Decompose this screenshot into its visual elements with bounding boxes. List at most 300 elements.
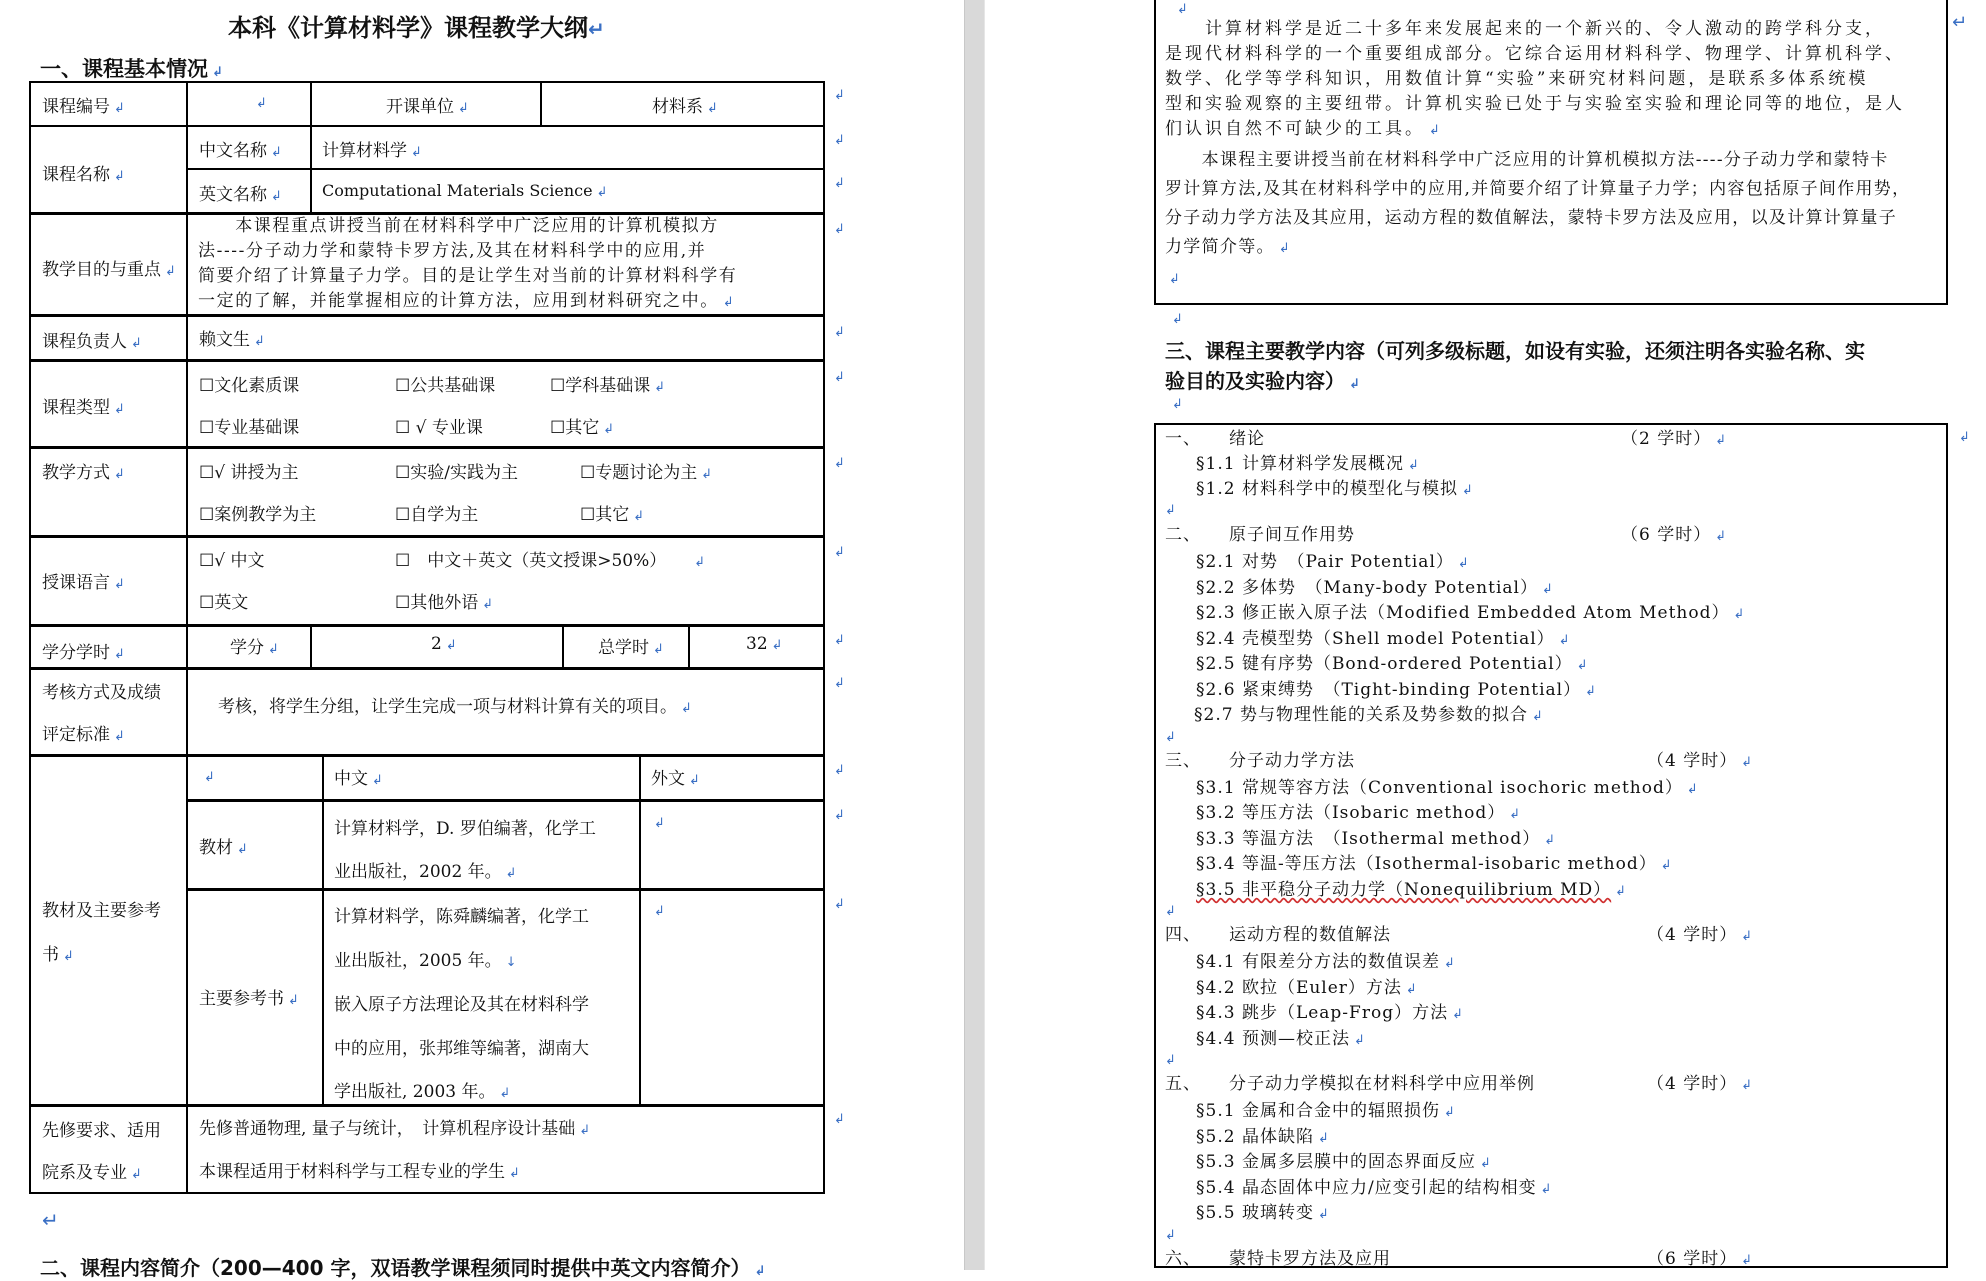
chapter-title: 原子间互作用势 (1229, 525, 1355, 545)
cell-mark-icon: ↲ (256, 96, 267, 111)
section-row[interactable] (1165, 773, 1935, 799)
row-divider (187, 799, 824, 802)
section-text: §3.3 等温方法 （Isothermal method） (1196, 828, 1541, 849)
course-type-label (42, 393, 125, 418)
cell-mark-icon: ↲ (114, 577, 125, 592)
col-divider (310, 81, 312, 126)
references-label (199, 984, 299, 1009)
hours-text: （4 学时） (1647, 1074, 1738, 1094)
section-text: §1.2 材料科学中的模型化与模拟 (1196, 479, 1458, 499)
credit-value[interactable] (431, 634, 457, 654)
label-text: 先修要求、适用 (42, 1121, 161, 1141)
cell-mark-icon: ↲ (165, 264, 176, 279)
chapter-number: 四、 (1165, 925, 1201, 945)
section-row[interactable] (1165, 449, 1935, 474)
references-cn-value[interactable] (334, 896, 589, 1116)
section-text: §5.1 金属和合金中的辐照损伤 (1196, 1101, 1440, 1121)
option-text: ☐文化素质课 (199, 376, 300, 396)
line-break-icon: ↓ (505, 954, 517, 970)
blank-row (1165, 900, 1935, 920)
section-row[interactable] (1165, 624, 1935, 650)
option-text: ☐学科基础课 (550, 376, 651, 396)
cell-mark-icon: ↲ (63, 949, 74, 964)
cell-mark-icon: ↲ (212, 65, 223, 80)
label-text: 外文 (651, 769, 685, 789)
cell-mark-icon: ↲ (237, 842, 248, 857)
course-type-option-public[interactable] (395, 371, 495, 396)
cell-mark-icon: ↲ (114, 101, 125, 116)
purpose-line: 一定的了解，并能掌握相应的计算方法，应用到材料研究之中。 (198, 291, 719, 311)
left-page (0, 0, 964, 1280)
title-text: 本科《计算材料学》课程教学大纲 (228, 14, 588, 42)
blank-row (1165, 726, 1935, 746)
cell-mark-icon: ↲ (411, 145, 422, 160)
cell-mark-icon: ↲ (694, 555, 706, 570)
cell-mark-icon: ↲ (499, 1086, 511, 1101)
section-row[interactable] (1165, 875, 1935, 901)
row-divider (29, 359, 824, 362)
cn-name-label (199, 136, 282, 161)
section3-heading-line: 验目的及实验内容） (1165, 369, 1345, 393)
section-text: §4.2 欧拉（Euler）方法 (1196, 977, 1402, 998)
intro-line: 计算材料学是近二十多年来发展起来的一个新兴的、令人激动的跨学科分支， (1165, 19, 1885, 39)
row-end-mark-icon: ↲ (834, 1112, 845, 1127)
cell-mark-icon: ↲ (1660, 858, 1673, 873)
section-row[interactable] (1165, 675, 1935, 701)
books-label-line1 (42, 896, 161, 921)
row-divider (29, 667, 824, 670)
section-row[interactable] (1165, 573, 1935, 599)
cell-mark-icon: ↲ (131, 336, 142, 351)
blank-row (1165, 1224, 1935, 1244)
intro-line: 是现代材料科学的一个重要组成部分。它综合运用材料科学、物理学、计算机科学、 (1165, 44, 1905, 64)
cell-mark-icon: ↲ (603, 422, 615, 437)
cell-mark-icon: ↲ (1540, 1181, 1553, 1197)
textbook-line: 业出版社，2002 年。 (334, 862, 502, 882)
course-type-option-major-checked[interactable] (395, 413, 483, 438)
section-text: §4.1 有限差分方法的数值误差 (1196, 952, 1440, 972)
language-label (42, 568, 125, 593)
cell-mark-icon: ↲ (722, 295, 736, 310)
label-text: 英文名称 (199, 185, 267, 205)
credit-label (42, 638, 125, 663)
section-text: §2.3 修正嵌入原子法（Modified Embedded Atom Method） (1196, 603, 1730, 623)
chapter-number: 五、 (1165, 1074, 1201, 1094)
col-divider (310, 624, 312, 668)
cell-mark-icon: ↲ (271, 145, 282, 160)
section-text: §2.5 键有序势（Bond-ordered Potential） (1196, 654, 1573, 674)
textbook-foreign-value[interactable] (650, 812, 665, 832)
cell-mark-icon: ↲ (1715, 433, 1728, 448)
cell-mark-icon: ↲ (1169, 272, 1180, 287)
cn-name-value[interactable] (322, 136, 422, 161)
cell-mark-icon: ↲ (1585, 683, 1598, 699)
chapter-hours (1621, 520, 1727, 545)
label-text: 教材及主要参考 (42, 901, 161, 921)
hours-value[interactable] (746, 634, 783, 654)
label-text: 授课语言 (42, 573, 110, 593)
section-row[interactable] (1165, 998, 1935, 1024)
cell-mark-icon: ↲ (681, 701, 692, 716)
course-code-value[interactable] (252, 92, 267, 112)
teaching-mode-option-lab[interactable] (395, 458, 518, 483)
cell-mark-icon: ↲ (1541, 581, 1554, 597)
reference-line: 学出版社, 2003 年。 (334, 1082, 496, 1102)
books-col-cn (334, 764, 383, 789)
textbook-line: 计算材料学，D. 罗伯编著，化学工 (334, 819, 596, 839)
department-value[interactable] (652, 92, 718, 117)
label-text: 学分学时 (42, 643, 110, 663)
purpose-line: 法----分子动力学和蒙特卡罗方法,及其在材料科学中的应用,并 (198, 241, 707, 261)
section-row[interactable] (1165, 1147, 1935, 1173)
label-text: 中文 (334, 769, 368, 789)
cell-mark-icon: ↲ (114, 402, 125, 417)
label-text: 课程编号 (42, 97, 110, 117)
reference-line: 中的应用，张邦维等编著，湖南大 (334, 1038, 589, 1059)
course-name-label (42, 160, 125, 185)
cell-mark-icon: ↲ (458, 101, 469, 116)
cell-mark-icon: ↲ (1407, 458, 1420, 473)
intro-line: 本课程主要讲授当前在材料科学中广泛应用的计算机模拟方法----分子动力学和蒙特卡 (1165, 150, 1889, 170)
section-row[interactable] (1165, 598, 1935, 624)
section-row[interactable] (1165, 973, 1935, 999)
en-name-value[interactable] (322, 181, 607, 200)
assessment-label-line2 (42, 720, 125, 745)
section-row[interactable] (1165, 849, 1935, 875)
label-text: 教学目的与重点 (42, 260, 161, 280)
row-divider (29, 446, 824, 449)
intro-line: 们认识自然不可缺少的工具。 (1165, 119, 1425, 139)
label-text: 学分 (230, 638, 264, 658)
textbook-label (199, 833, 248, 858)
cell-mark-icon: ↲ (654, 380, 666, 395)
books-col-foreign (651, 764, 700, 789)
row-divider (29, 125, 824, 127)
cell-mark-icon: ↲ (271, 189, 282, 204)
cell-mark-icon: ↲ (131, 1167, 142, 1182)
chapter-title: 运动方程的数值解法 (1229, 925, 1391, 945)
blank-row (1165, 499, 1935, 520)
row-end-mark-icon: ↲ (834, 325, 845, 340)
cell-mark-icon: ↲ (1509, 807, 1522, 822)
section-row[interactable] (1165, 547, 1935, 573)
contents-list (1165, 424, 1935, 1271)
teaching-mode-option-other[interactable] (580, 500, 644, 525)
chapter-row[interactable] (1165, 520, 1935, 547)
blank-row (1165, 1049, 1935, 1069)
chapter-number: 二、 (1165, 525, 1201, 545)
section-text: §5.4 晶态固体中应力/应变引起的结构相变 (1196, 1177, 1537, 1198)
prereq-value[interactable] (199, 1114, 590, 1139)
row-end-mark-icon: ↲ (834, 545, 845, 560)
value-text: 考核，将学生分组，让学生完成一项与材料计算有关的项目。 (218, 697, 677, 717)
teaching-mode-option-case[interactable] (199, 500, 316, 525)
option-text: ☐其它 (550, 418, 600, 438)
language-option-bilingual[interactable] (395, 546, 705, 571)
section-text: §3.5 非平稳分子动力学（Nonequilibrium MD） (1196, 879, 1612, 900)
row-end-mark-icon: ↲ (834, 456, 845, 471)
row-end-mark-icon: ↲ (834, 633, 845, 648)
cell-mark-icon: ↲ (1615, 883, 1628, 899)
teaching-mode-option-self[interactable] (395, 500, 478, 525)
paragraph-return-icon: ↵ (1952, 12, 1968, 33)
section-text: §5.2 晶体缺陷 (1196, 1126, 1314, 1147)
instructor-label (42, 327, 142, 352)
cell-mark-icon: ↲ (1429, 123, 1443, 138)
cell-mark-icon: ↲ (653, 642, 664, 657)
cell-mark-icon: ↲ (1715, 529, 1728, 544)
cell-mark-icon: ↲ (1461, 483, 1474, 498)
row-end-mark-icon: ↲ (834, 176, 845, 191)
cell-mark-icon: ↲ (482, 597, 494, 612)
col-divider (310, 125, 312, 213)
section-row[interactable] (1165, 824, 1935, 850)
purpose-value[interactable] (198, 214, 810, 315)
chapter-row[interactable] (1165, 1244, 1935, 1271)
reference-line: 嵌入原子方法理论及其在材料科学 (334, 995, 589, 1015)
section1-heading (40, 53, 223, 83)
section-row[interactable] (1165, 649, 1935, 675)
cell-mark-icon: ↲ (1165, 1053, 1177, 1068)
cell-mark-icon: ↲ (771, 638, 783, 653)
intro-line: 罗计算方法,及其在材料科学中的应用,并简要介绍了计算量子力学；内容包括原子间作用势， (1165, 179, 1911, 199)
books-label-line2 (42, 940, 74, 965)
assessment-label-line1 (42, 678, 161, 703)
row-end-mark-icon: ↲ (834, 808, 845, 823)
chapter-row[interactable] (1165, 746, 1935, 773)
value-text: 先修普通物理, 量子与统计， 计算机程序设计基础 (199, 1119, 576, 1139)
section-text: §4.3 跳步（Leap-Frog）方法 (1196, 1003, 1449, 1023)
intro-line: 力学简介等。 (1165, 237, 1275, 257)
option-text: ☐其他外语 (395, 593, 479, 613)
cell-mark-icon: ↲ (1686, 781, 1699, 797)
row-divider (187, 168, 824, 170)
option-text: ☐其它 (580, 505, 630, 525)
teaching-mode-option-lecture[interactable] (199, 458, 298, 483)
prereq-label-line2 (42, 1158, 142, 1183)
chapter-title: 分子动力学方法 (1229, 750, 1355, 771)
option-text: ☐ 中文＋英文（英文授课>50%） (395, 551, 667, 571)
option-text: ☐专题讨论为主 (580, 463, 698, 483)
section-row[interactable] (1165, 1198, 1935, 1224)
cell-mark-icon: ↲ (1576, 658, 1589, 673)
section-row[interactable] (1165, 947, 1935, 973)
section2-heading-text: 二、课程内容简介（200—400 字，双语教学课程须同时提供中英文内容简介） (40, 1256, 751, 1280)
row-end-mark-icon: ↲ (834, 133, 845, 148)
label-text: 主要参考书 (199, 989, 284, 1009)
language-option-chinese[interactable] (199, 546, 264, 571)
section-row[interactable] (1165, 1173, 1935, 1199)
label-text: 院系及专业 (42, 1163, 127, 1183)
cell-mark-icon: ↲ (689, 773, 700, 788)
col-divider (688, 624, 690, 668)
intro-line: 数学、化学等学科知识，用数值计算“实验”来研究材料问题，是联系多体系统模 (1165, 69, 1869, 89)
section2-heading (40, 1252, 765, 1281)
chapter-title: 绪论 (1229, 429, 1265, 449)
page-gutter (964, 0, 985, 1270)
value-text: 赖文生 (199, 330, 250, 350)
row-end-mark-icon: ↲ (834, 676, 845, 691)
reference-line: 业出版社，2005 年。 (334, 950, 502, 971)
section-row[interactable] (1165, 700, 1935, 726)
cell-mark-icon: ↲ (1317, 1207, 1330, 1222)
section-text: §5.5 玻璃转变 (1196, 1203, 1314, 1223)
value-text: 计算材料学 (322, 141, 407, 161)
cell-mark-icon: ↲ (114, 169, 125, 184)
cell-mark-icon: ↲ (1558, 632, 1571, 648)
cell-mark-icon: ↲ (1452, 1007, 1464, 1022)
section-row[interactable] (1165, 474, 1935, 499)
cell-mark-icon: ↲ (114, 729, 125, 744)
course-type-option-other[interactable] (550, 413, 614, 438)
option-text: ☐自学为主 (395, 505, 479, 525)
row-divider (29, 624, 824, 627)
cell-mark-icon: ↲ (701, 467, 713, 482)
chapter-hours (1647, 746, 1753, 771)
label-text: 总学时 (598, 638, 649, 658)
value-text: 2 (431, 634, 442, 654)
references-foreign-value[interactable] (650, 900, 665, 920)
cell-mark-icon: ↲ (204, 770, 215, 785)
row-end-mark-icon: ↲ (1959, 430, 1970, 445)
chapter-number: 一、 (1165, 429, 1201, 449)
section-text: §2.7 势与物理性能的关系及势参数的拟合 (1194, 705, 1528, 725)
section-text: §4.4 预测—校正法 (1196, 1028, 1350, 1049)
assessment-value[interactable] (218, 692, 692, 717)
language-option-english[interactable] (199, 588, 248, 613)
course-type-option-culture[interactable] (199, 371, 299, 396)
cell-mark-icon: ↲ (372, 773, 383, 788)
hours-label (598, 633, 664, 658)
intro-line: 分子动力学方法及其应用，运动方程的数值解法，蒙特卡罗方法及应用，以及计算计算量子 (1165, 208, 1897, 228)
section-row[interactable] (1165, 1122, 1935, 1148)
hours-text: （6 学时） (1647, 1248, 1738, 1269)
document-title (228, 8, 605, 43)
section1-heading-text: 一、课程基本情况 (40, 57, 208, 81)
section-text: §3.4 等温-等压方法（Isothermal-isobaric method） (1196, 854, 1657, 874)
col-divider (186, 81, 188, 1193)
option-text: ☐专业基础课 (199, 418, 300, 438)
label-text: 课程负责人 (42, 332, 127, 352)
return-mark-icon: ↵ (588, 17, 605, 41)
books-header-empty (200, 766, 215, 786)
cell-mark-icon: ↲ (579, 1123, 591, 1138)
cell-mark-icon: ↲ (268, 642, 279, 657)
value-text: 本课程适用于材料科学与工程专业的学生 (199, 1162, 505, 1182)
cell-mark-icon: ↲ (1443, 1105, 1456, 1120)
chapter-hours (1647, 920, 1753, 945)
applicable-value[interactable] (199, 1157, 520, 1182)
section3-heading (1165, 336, 1865, 400)
section-row[interactable] (1165, 798, 1935, 824)
label-text: 评定标准 (42, 725, 110, 745)
cell-mark-icon: ↲ (288, 993, 299, 1008)
cell-mark-icon: ↲ (633, 509, 645, 524)
hours-text: （4 学时） (1647, 925, 1738, 945)
cell-mark-icon: ↲ (1317, 1130, 1330, 1146)
chapter-hours (1647, 1244, 1753, 1269)
cell-mark-icon: ↲ (1741, 1078, 1754, 1093)
chapter-title: 蒙特卡罗方法及应用 (1229, 1248, 1391, 1269)
label-text: 考核方式及成绩 (42, 683, 161, 703)
value-text: 材料系 (652, 97, 703, 117)
section3-heading-line: 三、课程主要教学内容（可列多级标题，如设有实验，还须注明各实验名称、实 (1165, 339, 1865, 363)
paragraph-return-icon: ↵ (42, 1208, 59, 1232)
prereq-label-line1 (42, 1116, 161, 1141)
cell-mark-icon: ↲ (1349, 377, 1360, 392)
chapter-number: 三、 (1165, 750, 1201, 771)
cell-mark-icon: ↲ (254, 334, 265, 349)
option-text: ☐√ 中文 (199, 551, 265, 571)
option-text: ☐案例教学为主 (199, 505, 317, 525)
value-text: 32 (746, 634, 768, 654)
row-divider (29, 754, 824, 757)
section-text: §2.4 壳模型势（Shell model Potential） (1196, 628, 1555, 649)
cell-mark-icon: ↲ (1741, 929, 1754, 944)
reference-line: 计算材料学，陈舜麟编著，化学工 (334, 907, 589, 927)
course-type-option-discipline[interactable] (550, 371, 665, 396)
chapter-hours (1647, 1069, 1753, 1094)
label-text: 开课单位 (386, 97, 454, 117)
label-text: 教材 (199, 838, 233, 858)
textbook-cn-value[interactable] (334, 808, 596, 895)
option-text: ☐ √ 专业课 (395, 418, 483, 438)
value-text: Computational Materials Science (322, 181, 593, 200)
cell-mark-icon: ↲ (1741, 1252, 1754, 1268)
section-row[interactable] (1165, 1024, 1935, 1050)
cell-mark-icon: ↲ (596, 185, 608, 200)
chapter-row[interactable] (1165, 920, 1935, 947)
purpose-label (42, 255, 176, 280)
cell-mark-icon: ↲ (1353, 1032, 1366, 1048)
chapter-row[interactable] (1165, 1069, 1935, 1096)
cell-mark-icon: ↲ (114, 467, 125, 482)
intro-paragraph-1[interactable] (1165, 17, 1905, 143)
paragraph-mark-icon: ↲ (1172, 397, 1183, 412)
cell-mark-icon: ↲ (1405, 981, 1418, 997)
chapter-row[interactable] (1165, 424, 1935, 449)
col-divider (562, 624, 564, 668)
row-end-mark-icon: ↲ (834, 222, 845, 237)
section-text: §1.1 计算材料学发展概况 (1196, 454, 1404, 474)
section-text: §2.1 对势 （Pair Potential） (1196, 552, 1454, 572)
cell-mark-icon: ↲ (1544, 832, 1557, 848)
row-end-mark-icon: ↲ (834, 88, 845, 103)
row-end-mark-icon: ↲ (834, 763, 845, 778)
purpose-line: 简要介绍了计算量子力学。目的是让学生对当前的计算材料科学有 (198, 266, 738, 286)
cell-mark-icon: ↲ (1165, 904, 1177, 919)
cell-mark-icon: ↲ (1531, 709, 1544, 724)
course-type-option-major-basic[interactable] (199, 413, 299, 438)
paragraph-mark-icon: ↲ (1172, 312, 1183, 327)
row-end-mark-icon: ↲ (834, 370, 845, 385)
language-option-other[interactable] (395, 588, 493, 613)
intro-paragraph-2[interactable] (1165, 146, 1910, 263)
option-text: ☐英文 (199, 593, 249, 613)
section-text: §5.3 金属多层膜中的固态界面反应 (1196, 1152, 1476, 1172)
col-divider (322, 754, 324, 1105)
col-divider (540, 81, 542, 126)
section-row[interactable] (1165, 1096, 1935, 1122)
teaching-mode-option-seminar[interactable] (580, 458, 712, 483)
instructor-value[interactable] (199, 325, 265, 350)
purpose-line: 本课程重点讲授当前在材料科学中广泛应用的计算机模拟方 (198, 216, 719, 236)
cell-mark-icon: ↲ (707, 101, 718, 116)
cell-mark-icon: ↲ (509, 1166, 520, 1181)
cell-mark-icon: ↲ (654, 816, 665, 831)
department-label (386, 92, 469, 117)
course-code-label (42, 92, 125, 117)
